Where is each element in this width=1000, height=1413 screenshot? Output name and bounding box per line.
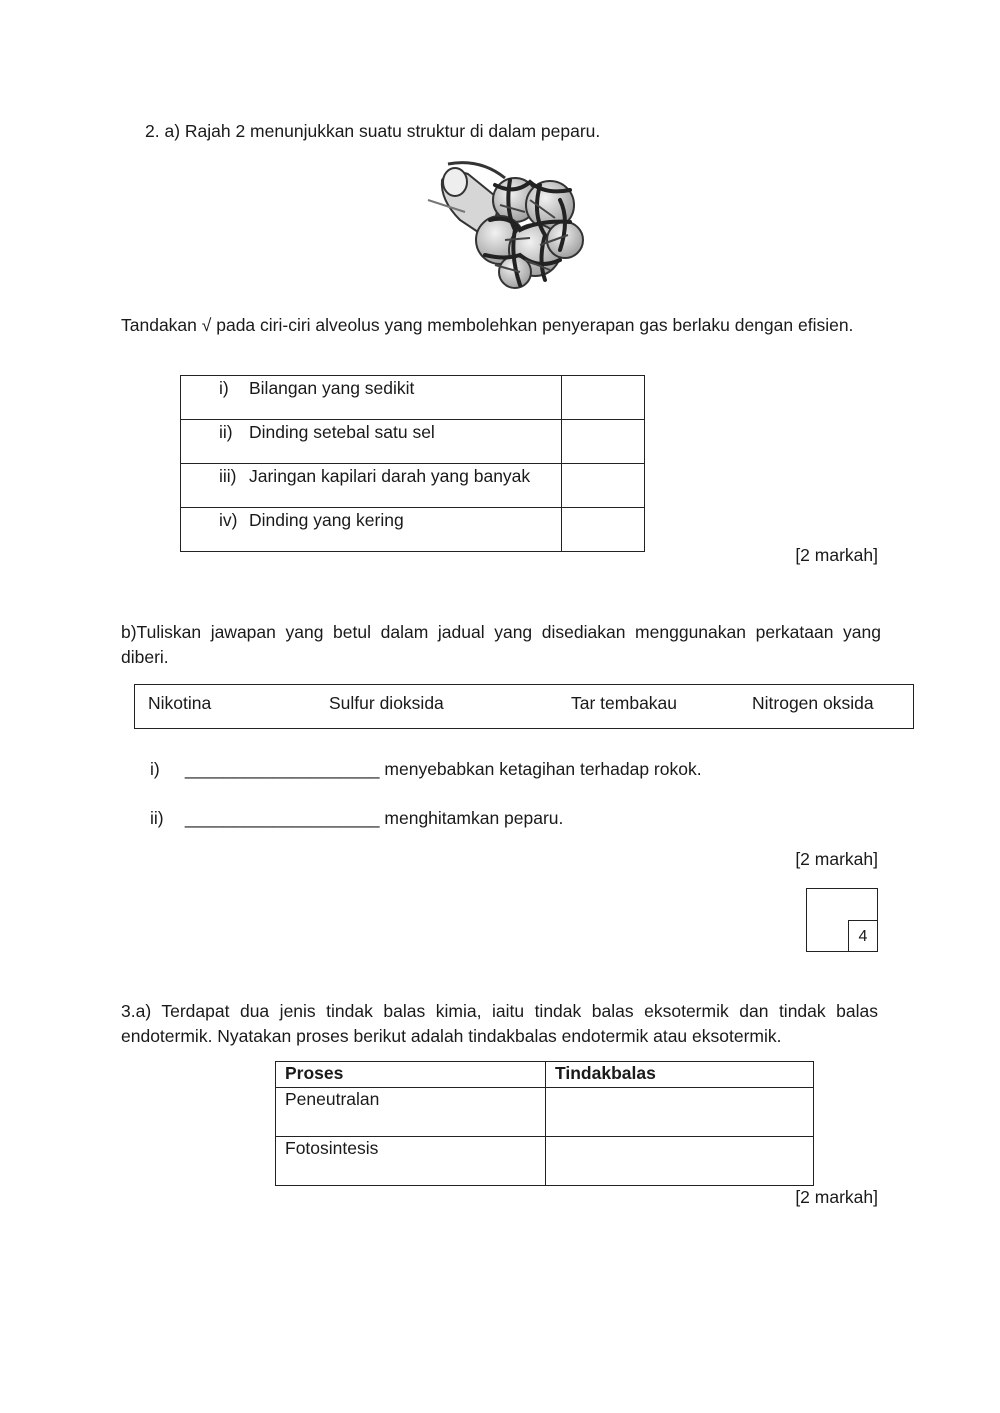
item-number: ii) — [219, 422, 233, 442]
column-header-tindakbalas: Tindakbalas — [546, 1062, 814, 1088]
word-option: Nikotina — [148, 693, 212, 713]
table-row — [276, 1088, 814, 1137]
item-text: Jaringan kapilari darah yang banyak — [249, 466, 531, 486]
table-row — [181, 464, 645, 508]
item-number: iv) — [219, 510, 238, 530]
column-header-proses: Proses — [276, 1062, 546, 1088]
table-row — [181, 508, 645, 552]
word-option: Sulfur dioksida — [329, 693, 444, 713]
table-row — [181, 376, 645, 420]
marks-2b: [2 markah] — [795, 849, 878, 869]
question-2a-instruction: Tandakan √ pada ciri-ciri alveolus yang membolehkan penyerapan gas berlaku dengan efisien. — [121, 315, 854, 335]
tick-table — [180, 375, 645, 552]
alveolus-diagram — [420, 160, 585, 290]
tick-cell[interactable] — [562, 420, 645, 464]
table-header-row — [276, 1062, 814, 1088]
process-name: Peneutralan — [276, 1088, 546, 1137]
table-row — [181, 420, 645, 464]
alveolus-illustration — [420, 160, 585, 290]
word-option: Nitrogen oksida — [752, 693, 874, 713]
word-bank — [134, 684, 914, 729]
answer-cell[interactable] — [546, 1137, 814, 1186]
score-box — [806, 888, 878, 952]
tick-cell[interactable] — [562, 464, 645, 508]
item-text: Bilangan yang sedikit — [249, 378, 415, 398]
question-2a-text: 2. a) Rajah 2 menunjukkan suatu struktur di dalam peparu. — [145, 121, 601, 141]
total-marks: 4 — [848, 920, 878, 952]
item-number: i) — [219, 378, 229, 398]
item-text: Dinding yang kering — [249, 510, 404, 530]
item-number: iii) — [219, 466, 237, 486]
item-number: ii) — [150, 808, 164, 828]
marks-2a: [2 markah] — [795, 545, 878, 565]
answer-blank[interactable]: ____________________ — [184, 808, 380, 828]
answer-blank[interactable]: ____________________ — [184, 759, 380, 779]
word-option: Tar tembakau — [571, 693, 678, 713]
fill-in-item — [150, 808, 563, 829]
item-text: Dinding setebal satu sel — [249, 422, 435, 442]
fill-in-item — [150, 759, 702, 780]
marks-3a: [2 markah] — [795, 1187, 878, 1207]
tick-cell[interactable] — [562, 376, 645, 420]
question-3a-text: 3.a) Terdapat dua jenis tindak balas kimia, iaitu tindak balas eksotermik dan tindak balas endotermik. Nyatakan proses berikut adalah tindakbalas endotermik atau eksotermik. — [121, 1001, 878, 1046]
table-row — [276, 1137, 814, 1186]
item-text: menghitamkan peparu. — [384, 808, 564, 828]
tick-cell[interactable] — [562, 508, 645, 552]
item-text: menyebabkan ketagihan terhadap rokok. — [384, 759, 702, 779]
question-2b-instruction: b)Tuliskan jawapan yang betul dalam jadual yang disediakan menggunakan perkataan yang diberi. — [121, 622, 881, 667]
process-table — [275, 1061, 814, 1186]
item-number: i) — [150, 759, 160, 779]
answer-cell[interactable] — [546, 1088, 814, 1137]
process-name: Fotosintesis — [276, 1137, 546, 1186]
